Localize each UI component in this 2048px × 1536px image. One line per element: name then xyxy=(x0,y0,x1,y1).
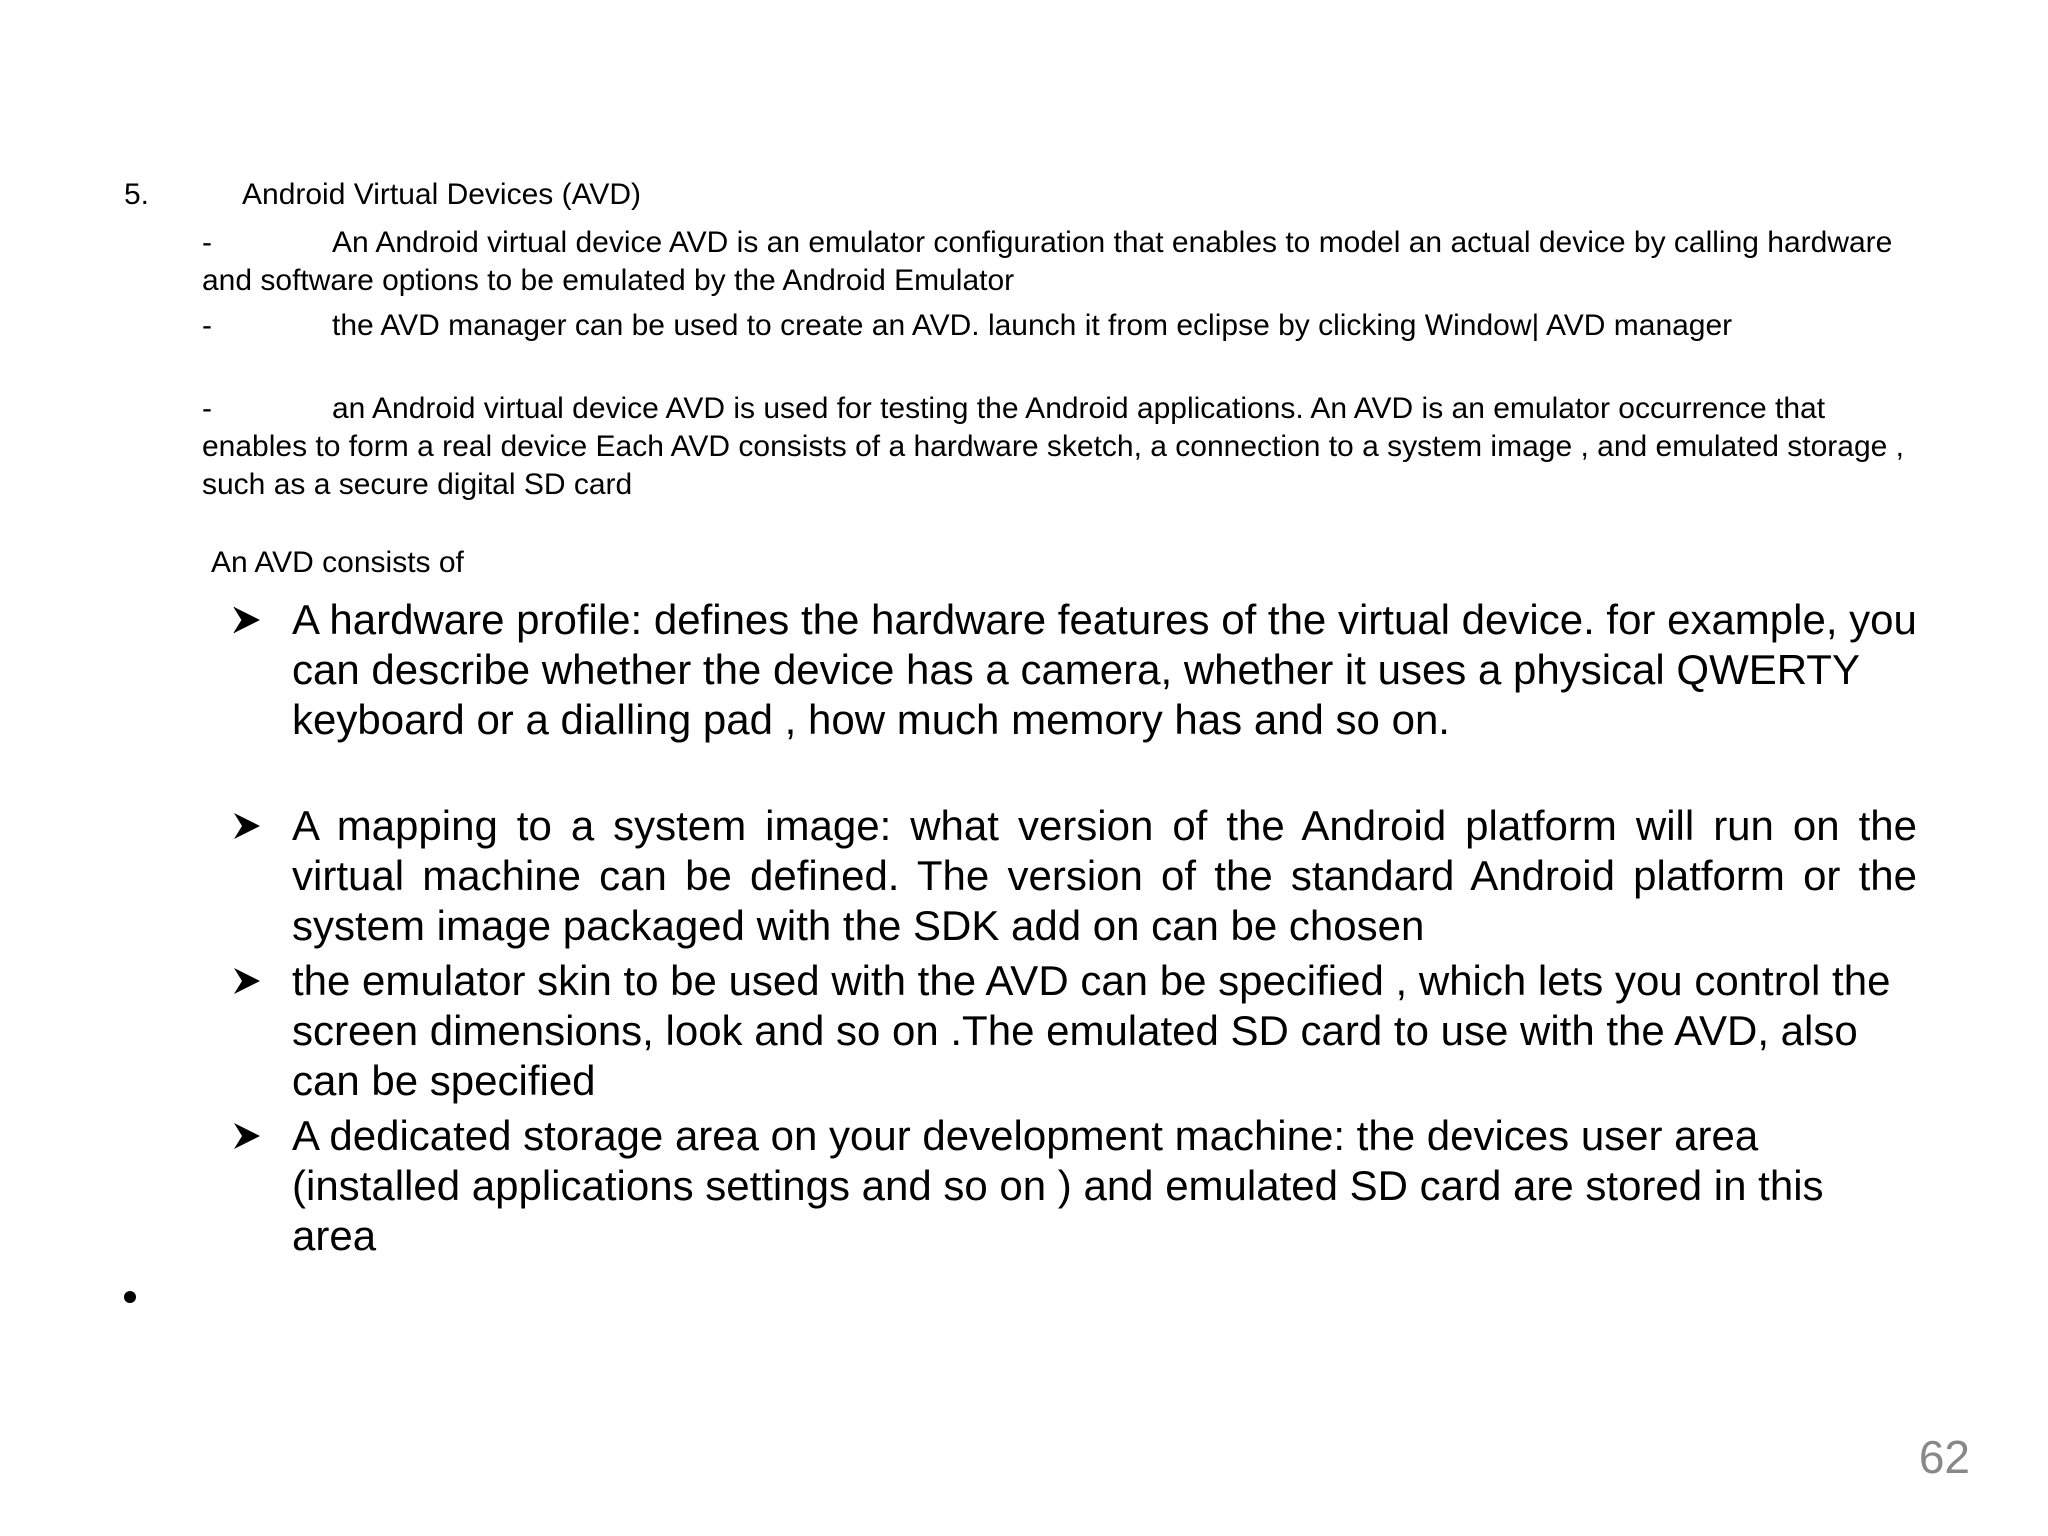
arrow-bullet-icon xyxy=(230,956,280,1006)
list-item xyxy=(230,1111,1930,1261)
bullet-text: A hardware profile: defines the hardware features of the virtual device. for example, you can describe whether the device has a camera, whether it uses a physical QWERTY keyboard or a dialling pad , how much memory has and so on. xyxy=(292,596,1917,743)
list-item xyxy=(230,595,1930,745)
bullet-text: A mapping to a system image: what version of the Android platform will run on the virtual machine can be defined. The version of the standard Android platform or the system image packaged with the SDK add on can be chosen xyxy=(292,802,1917,949)
bullet-text: the emulator skin to be used with the AVD can be specified , which lets you control the screen dimensions, look and so on .The emulated SD card to use with the AVD, also can be specified xyxy=(292,957,1891,1104)
dash-marker: - xyxy=(202,226,212,259)
arrow-bullet-icon xyxy=(230,801,280,851)
section-heading xyxy=(124,176,641,214)
dash-paragraph xyxy=(202,307,1922,345)
paragraph-text: the AVD manager can be used to create an AVD. launch it from eclipse by clicking Window| AVD manager xyxy=(332,309,1733,342)
dash-marker: - xyxy=(202,309,212,342)
dot-bullet-icon xyxy=(124,1291,136,1303)
paragraph-text: an Android virtual device AVD is used for testing the Android applications. An AVD is an emulator occurrence that enables to form a real device Each AVD consists of a hardware sketch, a connection to a system image , and emulated storage , such as a secure digital SD card xyxy=(202,392,1905,501)
paragraph-text: An Android virtual device AVD is an emulator configuration that enables to model an actual device by calling hardware and software options to be emulated by the Android Emulator xyxy=(202,226,1893,297)
bullet-text: A dedicated storage area on your development machine: the devices user area (installed applications settings and so on ) and emulated SD card are stored in this area xyxy=(292,1112,1824,1259)
dash-paragraph xyxy=(202,224,1922,300)
arrow-bullet-icon xyxy=(230,595,280,645)
section-number: 5. xyxy=(124,178,150,211)
list-item xyxy=(230,801,1930,951)
section-title: Android Virtual Devices (AVD) xyxy=(242,178,642,211)
dash-paragraph xyxy=(202,390,1922,504)
page-number: 62 xyxy=(1918,1431,1970,1483)
dash-marker: - xyxy=(202,392,212,425)
consists-heading: An AVD consists of xyxy=(211,546,464,579)
list-item xyxy=(230,956,1930,1106)
arrow-bullet-icon xyxy=(230,1111,280,1161)
